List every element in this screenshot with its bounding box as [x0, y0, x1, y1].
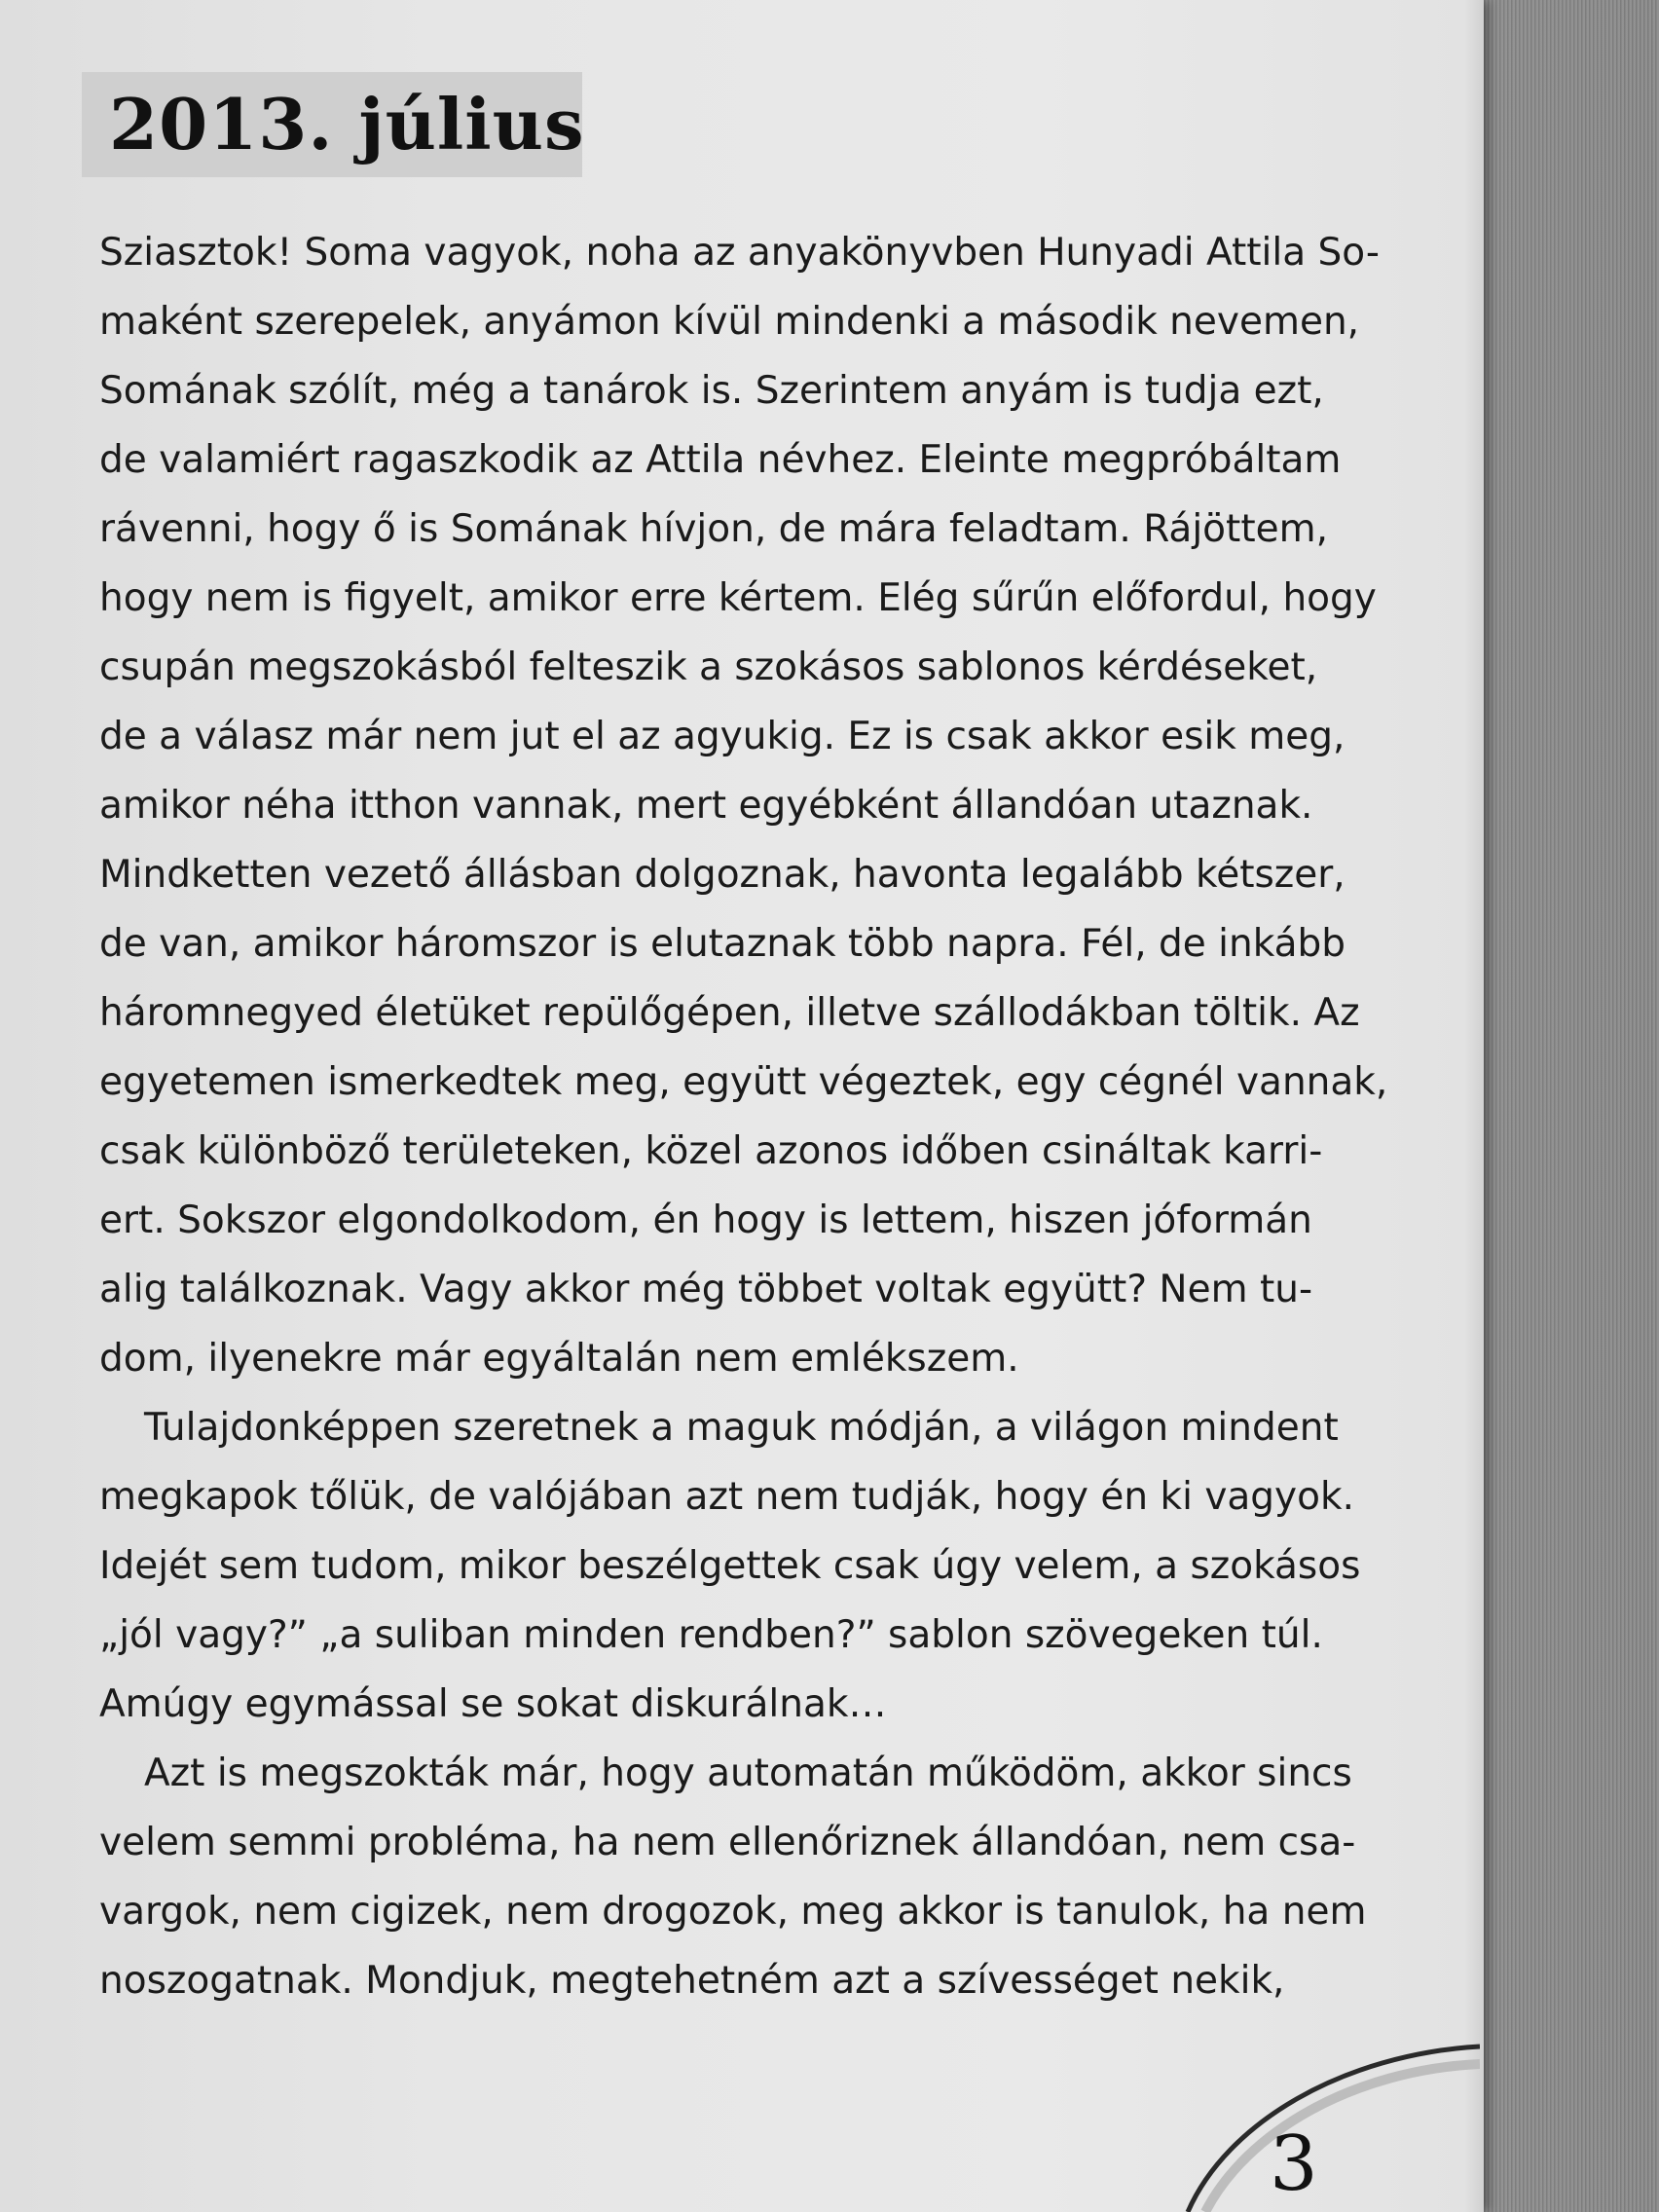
- text-line: velem semmi probléma, ha nem ellenőriznek állandóan, nem csa-: [99, 1821, 1356, 1864]
- text-line: megkapok tőlük, de valójában azt nem tudják, hogy én ki vagyok.: [99, 1475, 1354, 1519]
- text-line: amikor néha itthon vannak, mert egyébként állandóan utaznak.: [99, 784, 1313, 828]
- text-line: dom, ilyenekre már egyáltalán nem emlékszem.: [99, 1337, 1019, 1381]
- text-line: alig találkoznak. Vagy akkor még többet voltak együtt? Nem tu-: [99, 1268, 1313, 1311]
- text-line: Somának szólít, még a tanárok is. Szerintem anyám is tudja ezt,: [99, 369, 1324, 413]
- text-line: ert. Sokszor elgondolkodom, én hogy is lettem, hiszen jóformán: [99, 1198, 1312, 1242]
- text-line: noszogatnak. Mondjuk, megtehetném azt a szívességet nekik,: [99, 1959, 1285, 2003]
- text-line: Amúgy egymással se sokat diskurálnak…: [99, 1682, 887, 1726]
- text-line: de a válasz már nem jut el az agyukig. Ez is csak akkor esik meg,: [99, 715, 1346, 758]
- text-line: hogy nem is figyelt, amikor erre kértem. Elég sűrűn előfordul, hogy: [99, 576, 1377, 620]
- text-line: háromnegyed életüket repülőgépen, illetve szállodákban töltik. Az: [99, 991, 1360, 1035]
- text-line: Mindketten vezető állásban dolgoznak, havonta legalább kétszer,: [99, 853, 1346, 897]
- text-line: Azt is megszokták már, hogy automatán működöm, akkor sincs: [144, 1751, 1352, 1795]
- paragraph: [99, 1739, 1367, 2015]
- chapter-heading: 2013. július: [109, 83, 585, 166]
- paragraph: [99, 218, 1388, 1393]
- text-line: rávenni, hogy ő is Somának hívjon, de mára feladtam. Rájöttem,: [99, 507, 1328, 551]
- text-line: Tulajdonképpen szeretnek a maguk módján, a világon mindent: [144, 1406, 1339, 1450]
- text-line: maként szerepelek, anyámon kívül mindenki a második nevemen,: [99, 300, 1360, 344]
- text-line: csupán megszokásból felteszik a szokásos sablonos kérdéseket,: [99, 645, 1318, 689]
- text-line: Sziasztok! Soma vagyok, noha az anyakönyvben Hunyadi Attila So-: [99, 231, 1380, 275]
- page-number: 3: [1270, 2120, 1318, 2208]
- text-line: egyetemen ismerkedtek meg, együtt végeztek, egy cégnél vannak,: [99, 1060, 1388, 1104]
- text-line: de valamiért ragaszkodik az Attila névhez. Eleinte megpróbáltam: [99, 438, 1342, 482]
- body-text: [99, 218, 1388, 2015]
- text-line: „jól vagy?” „a suliban minden rendben?” sablon szövegeken túl.: [99, 1613, 1323, 1657]
- paragraph: [99, 1393, 1361, 1739]
- page-edge-shadow: [1464, 0, 1484, 2212]
- text-line: Idejét sem tudom, mikor beszélgettek csak úgy velem, a szokásos: [99, 1544, 1361, 1588]
- text-line: vargok, nem cigizek, nem drogozok, meg akkor is tanulok, ha nem: [99, 1890, 1367, 1934]
- text-line: csak különböző területeken, közel azonos időben csináltak karri-: [99, 1129, 1323, 1173]
- text-line: de van, amikor háromszor is elutaznak több napra. Fél, de inkább: [99, 922, 1346, 966]
